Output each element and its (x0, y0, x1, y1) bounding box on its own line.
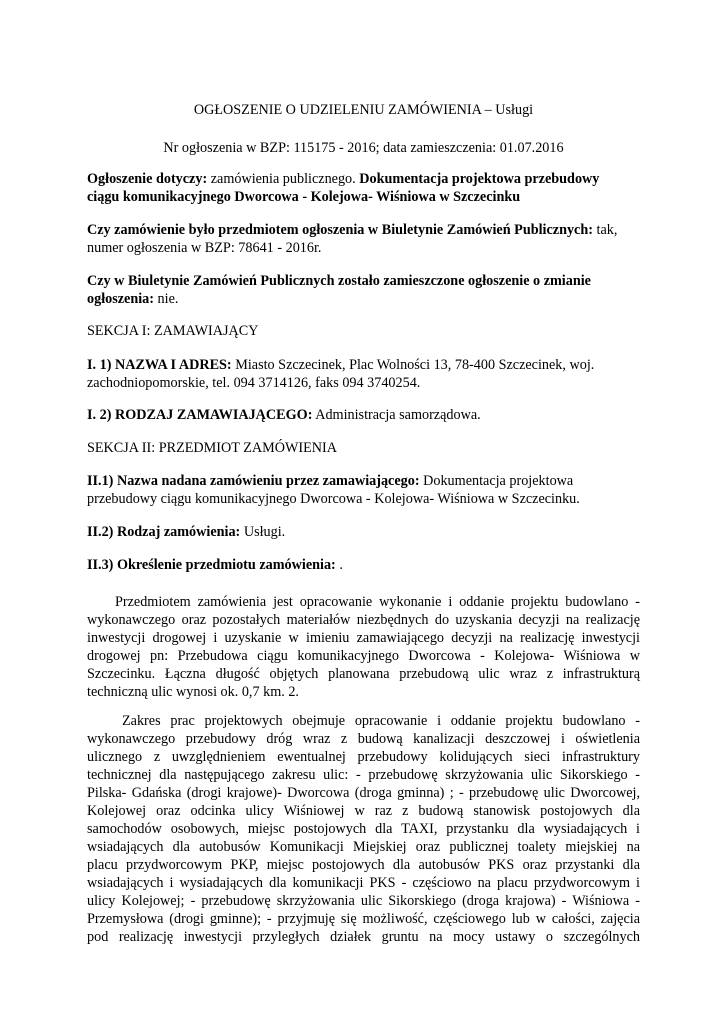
biuletyn-number: numer ogłoszenia w BZP: 78641 - 2016r. (87, 240, 322, 256)
ii2-value: Usługi. (240, 524, 286, 540)
nazwa-adres-label: I. 1) NAZWA I ADRES: (87, 357, 232, 373)
paragraph-1-line: techniczną ulic wynosi ok. 0,7 km. 2. (87, 684, 299, 700)
ogloszenie-dotyczy-title: Dokumentacja projektowa przebudowy (359, 171, 600, 187)
paragraph-2-line: wsiadających dla autobusów Komunikacji Miejskiej oraz publicznej toalety miejskiej na (87, 839, 640, 855)
section-1-heading: SEKCJA I: ZAMAWIAJĄCY (87, 323, 259, 339)
paragraph-2-line: wykonawczego przebudowy dróg wraz z budową kanalizacji deszczowej i oświetlenia (87, 731, 640, 747)
paragraph-2-line: Zakres prac projektowych obejmuje opracowanie i oddanie projektu budowlano - (122, 713, 640, 729)
nazwa-adres-value-cont: zachodniopomorskie, tel. 094 3714126, faks 094 3740254. (87, 375, 421, 391)
zmiana-label-line1: Czy w Biuletynie Zamówień Publicznych zostało zamieszczone ogłoszenie o zmianie (87, 273, 591, 289)
paragraph-1-line: inwestycji drogowej i uzyskanie w imieniu zamawiającego decyzji na realizację inwestycji (87, 630, 640, 646)
paragraph-2-line: pod realizację inwestycji przyległych działek gruntu na mocy ustawy o szczególnych (87, 929, 640, 945)
nazwa-adres-value: Miasto Szczecinek, Plac Wolności 13, 78-400 Szczecinek, woj. (231, 357, 595, 373)
paragraph-1-line: drogowej pn: Przebudowa ciągu komunikacyjnego Dworcowa - Kolejowa- Wiśniowa w (87, 648, 640, 664)
paragraph-2-line: ulicy Kolejowej; - przebudowę skrzyżowania ulic Sikorskiego (droga krajowa) - Wiśniowa - (87, 893, 640, 909)
section-2-heading: SEKCJA II: PRZEDMIOT ZAMÓWIENIA (87, 440, 337, 456)
ii1-nazwa-zamowienia (87, 472, 573, 490)
zmiana-label-line2: ogłoszenia: (87, 291, 154, 307)
paragraph-2-line: placu przydworcowym PKP, miejsc postojowych dla autobusów PKS oraz przystanki dla (87, 857, 640, 873)
paragraph-1-line: Szczecinku. Łączna długość objętych planowana przebudową ulic wraz z infrastrukturą (87, 666, 640, 682)
ogloszenie-dotyczy-value: zamówienia publicznego. (207, 171, 360, 187)
ii3-okreslenie-przedmiotu (87, 556, 343, 574)
paragraph-2-line: Kolejowej oraz odcinka ulicy Wiśniowej w raz z budową stanowisk postojowych dla (87, 803, 640, 819)
biuletyn-label: Czy zamówienie było przedmiotem ogłoszenia w Biuletynie Zamówień Publicznych: (87, 222, 593, 238)
paragraph-2-line: samochodów osobowych, miejsc postojowych dla TAXI, przystanku dla wysiadających i (87, 821, 640, 837)
paragraph-1-line: Przedmiotem zamówienia jest opracowanie wykonanie i oddanie projektu budowlano - (115, 594, 640, 610)
paragraph-2-line: ulicznego z uwzględnieniem ewentualnej przebudowy kolidujących sieci infrastruktury (87, 749, 640, 765)
paragraph-2-line: wsiadających i wysiadających dla komunikacji PKS - częściowo na placu przydworcowym i (87, 875, 640, 891)
document-title: OGŁOSZENIE O UDZIELENIU ZAMÓWIENIA – Usługi (193, 102, 534, 118)
paragraph-2-line: Przemysłowa (drogi gminne); - przyjmuję się możliwość, częściowego lub w całości, zajęcia (87, 911, 640, 927)
paragraph-1-line: wykonawczego oraz pozostałych materiałów niezbędnych do uzyskania decyzji na realizację (87, 612, 640, 628)
ii2-rodzaj-zamowienia (87, 523, 285, 541)
ii3-label: II.3) Określenie przedmiotu zamówienia: (87, 557, 336, 573)
rodzaj-zamawiajacego (87, 406, 481, 424)
paragraph-2-line: technicznej dla następującego zakresu ulic: - przebudowę skrzyżowania ulic Sikorskiego - (87, 767, 640, 783)
zmiana-answer: nie. (154, 291, 179, 307)
ii2-label: II.2) Rodzaj zamówienia: (87, 524, 241, 540)
bzp-number-line: Nr ogłoszenia w BZP: 115175 - 2016; data zamieszczenia: 01.07.2016 (163, 140, 564, 156)
nazwa-adres (87, 356, 594, 374)
rodzaj-zamawiajacego-label: I. 2) RODZAJ ZAMAWIAJĄCEGO: (87, 407, 313, 423)
biuletyn-answer: tak, (592, 222, 618, 238)
paragraph-2-line: Pilska- Gdańska (drogi krajowe)- Dworcowa (droga gminna) ; - przebudowę ulic Dworcowej, (87, 785, 640, 801)
ii1-value-cont: przebudowy ciągu komunikacyjnego Dworcowa - Kolejowa- Wiśniowa w Szczecinku. (87, 491, 580, 507)
ii1-value: Dokumentacja projektowa (419, 473, 574, 489)
ogloszenie-dotyczy (87, 170, 599, 188)
biuletyn-question (87, 221, 617, 239)
ogloszenie-dotyczy-label: Ogłoszenie dotyczy: (87, 171, 208, 187)
zmiana-question (87, 290, 178, 308)
ii1-label: II.1) Nazwa nadana zamówieniu przez zamawiającego: (87, 473, 420, 489)
ogloszenie-dotyczy-title-cont: ciągu komunikacyjnego Dworcowa - Kolejowa- Wiśniowa w Szczecinku (87, 189, 521, 205)
ii3-value: . (335, 557, 343, 573)
rodzaj-zamawiajacego-value: Administracja samorządowa. (312, 407, 481, 423)
